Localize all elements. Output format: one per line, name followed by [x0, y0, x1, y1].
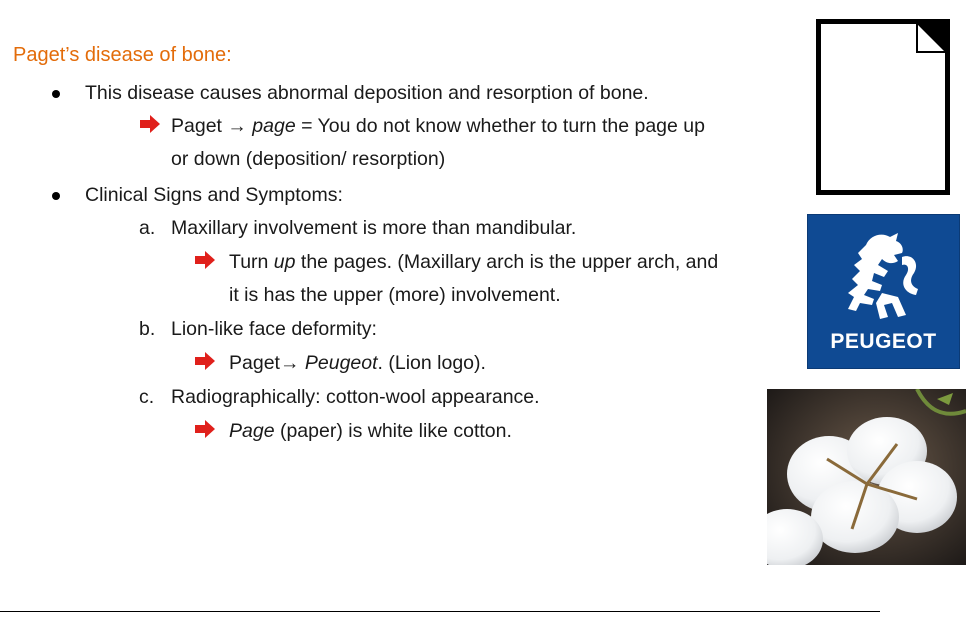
- mnemonic-paget-page: [171, 110, 705, 143]
- list-item-cotton-wool: Radiographically: cotton-wool appearance.: [171, 386, 540, 408]
- list-marker-c: c.: [139, 386, 155, 408]
- red-arrow-icon: [194, 251, 216, 269]
- mnemonic-text-part: Paget →: [171, 115, 253, 137]
- mnemonic-paget-line2: or down (deposition/ resorption): [171, 148, 446, 170]
- mnemonic-turn-up: [229, 246, 718, 279]
- list-item-maxillary: Maxillary involvement is more than mandibular.: [171, 217, 577, 239]
- bullet-dot: [52, 192, 60, 200]
- footer-divider: [0, 611, 880, 612]
- red-arrow-icon: [194, 352, 216, 370]
- mnemonic-text-part: the pages. (Maxillary arch is the upper arch, and: [295, 251, 719, 273]
- mnemonic-text-part: (paper) is white like cotton.: [274, 420, 512, 442]
- list-item-lion-face: Lion-like face deformity:: [171, 318, 377, 340]
- bullet-dot: [52, 90, 60, 98]
- bullet-text-clinical: Clinical Signs and Symptoms:: [85, 184, 343, 206]
- mnemonic-italic-word: Page: [229, 420, 275, 442]
- mnemonic-peugeot: [229, 347, 486, 380]
- cotton-photo: [767, 389, 966, 565]
- cotton-boll-image: [767, 389, 966, 565]
- red-arrow-icon: [194, 420, 216, 438]
- mnemonic-text-part: Paget→: [229, 352, 305, 374]
- peugeot-logo-text: PEUGEOT: [830, 330, 937, 353]
- document-icon: [816, 19, 950, 195]
- peugeot-logo: [807, 214, 960, 369]
- mnemonic-text-part: . (Lion logo).: [377, 352, 486, 374]
- red-arrow-icon: [139, 115, 161, 133]
- mnemonic-italic-word: page: [252, 115, 296, 137]
- section-heading: Paget’s disease of bone:: [13, 44, 232, 66]
- list-marker-a: a.: [139, 217, 156, 239]
- mnemonic-italic-word: Peugeot: [304, 352, 378, 374]
- lion-icon: [808, 223, 959, 333]
- mnemonic-italic-word: up: [273, 251, 296, 273]
- mnemonic-page-cotton: [229, 415, 512, 448]
- list-marker-b: b.: [139, 318, 156, 340]
- bullet-text-disease: This disease causes abnormal deposition and resorption of bone.: [85, 82, 649, 104]
- mnemonic-text-part: = You do not know whether to turn the page up: [295, 115, 705, 137]
- mnemonic-turn-up-line2: it is has the upper (more) involvement.: [229, 284, 561, 306]
- mnemonic-text-part: Turn: [229, 251, 274, 273]
